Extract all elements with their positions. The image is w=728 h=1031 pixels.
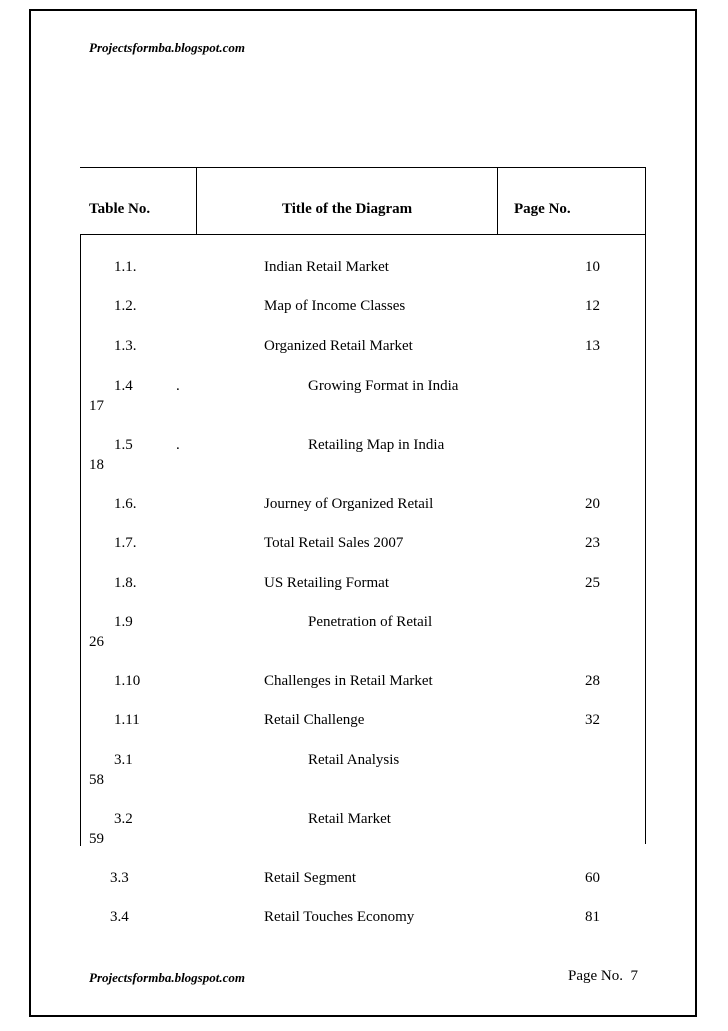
row-15-no: 3.4 (110, 909, 129, 925)
row-12-no: 3.1 (114, 752, 133, 768)
row-10-title: Challenges in Retail Market (264, 673, 433, 689)
row-1-page: 10 (585, 259, 600, 275)
row-8-page: 25 (585, 575, 600, 591)
row-13-no: 3.2 (114, 811, 133, 827)
row-5-no: 1.5 (114, 437, 133, 453)
row-6-page: 20 (585, 496, 600, 512)
row-7-page: 23 (585, 535, 600, 551)
column-header-table-no: Table No. (89, 201, 151, 217)
column-divider-1 (196, 167, 197, 234)
row-8-no: 1.8. (114, 575, 137, 591)
row-9-title: Penetration of Retail (308, 614, 433, 630)
row-12-title: Retail Analysis (308, 752, 400, 768)
row-11-no: 1.11 (114, 712, 140, 728)
row-4-page: 17 (89, 398, 104, 414)
row-5-dot: . (176, 437, 180, 453)
row-14-page: 60 (585, 870, 600, 886)
table-left-border (80, 234, 81, 846)
row-11-title: Retail Challenge (264, 712, 365, 728)
row-9-no: 1.9 (114, 614, 133, 630)
footer-site-name: Projectsformba.blogspot.com (89, 970, 245, 985)
row-4-dot: . (176, 378, 180, 394)
page-border (29, 9, 697, 1017)
row-11-page: 32 (585, 712, 600, 728)
row-7-no: 1.7. (114, 535, 137, 551)
row-8-title: US Retailing Format (264, 575, 389, 591)
row-13-title: Retail Market (308, 811, 391, 827)
row-10-no: 1.10 (114, 673, 141, 689)
column-header-page-no: Page No. (514, 201, 571, 217)
row-6-title: Journey of Organized Retail (264, 496, 434, 512)
row-14-title: Retail Segment (264, 870, 357, 886)
row-4-title: Growing Format in India (308, 378, 459, 394)
row-12-page: 58 (89, 772, 104, 788)
row-3-title: Organized Retail Market (264, 338, 413, 354)
row-5-page: 18 (89, 457, 104, 473)
row-4-no: 1.4 (114, 378, 133, 394)
row-13-page: 59 (89, 831, 104, 847)
row-15-page: 81 (585, 909, 600, 925)
row-2-page: 12 (585, 298, 600, 314)
row-2-no: 1.2. (114, 298, 137, 314)
footer-page-number: Page No. 7 (568, 968, 638, 984)
row-3-page: 13 (585, 338, 600, 354)
row-5-title: Retailing Map in India (308, 437, 445, 453)
table-top-border (80, 167, 646, 168)
header-site-name: Projectsformba.blogspot.com (89, 40, 245, 55)
row-7-title: Total Retail Sales 2007 (264, 535, 404, 551)
row-2-title: Map of Income Classes (264, 298, 406, 314)
column-header-title: Title of the Diagram (282, 201, 413, 217)
row-15-title: Retail Touches Economy (264, 909, 415, 925)
row-10-page: 28 (585, 673, 600, 689)
row-14-no: 3.3 (110, 870, 129, 886)
row-3-no: 1.3. (114, 338, 137, 354)
row-1-title: Indian Retail Market (264, 259, 389, 275)
row-6-no: 1.6. (114, 496, 137, 512)
row-1-no: 1.1. (114, 259, 137, 275)
column-divider-2 (497, 167, 498, 234)
table-right-border (645, 167, 646, 844)
header-separator (80, 234, 646, 235)
row-9-page: 26 (89, 634, 104, 650)
